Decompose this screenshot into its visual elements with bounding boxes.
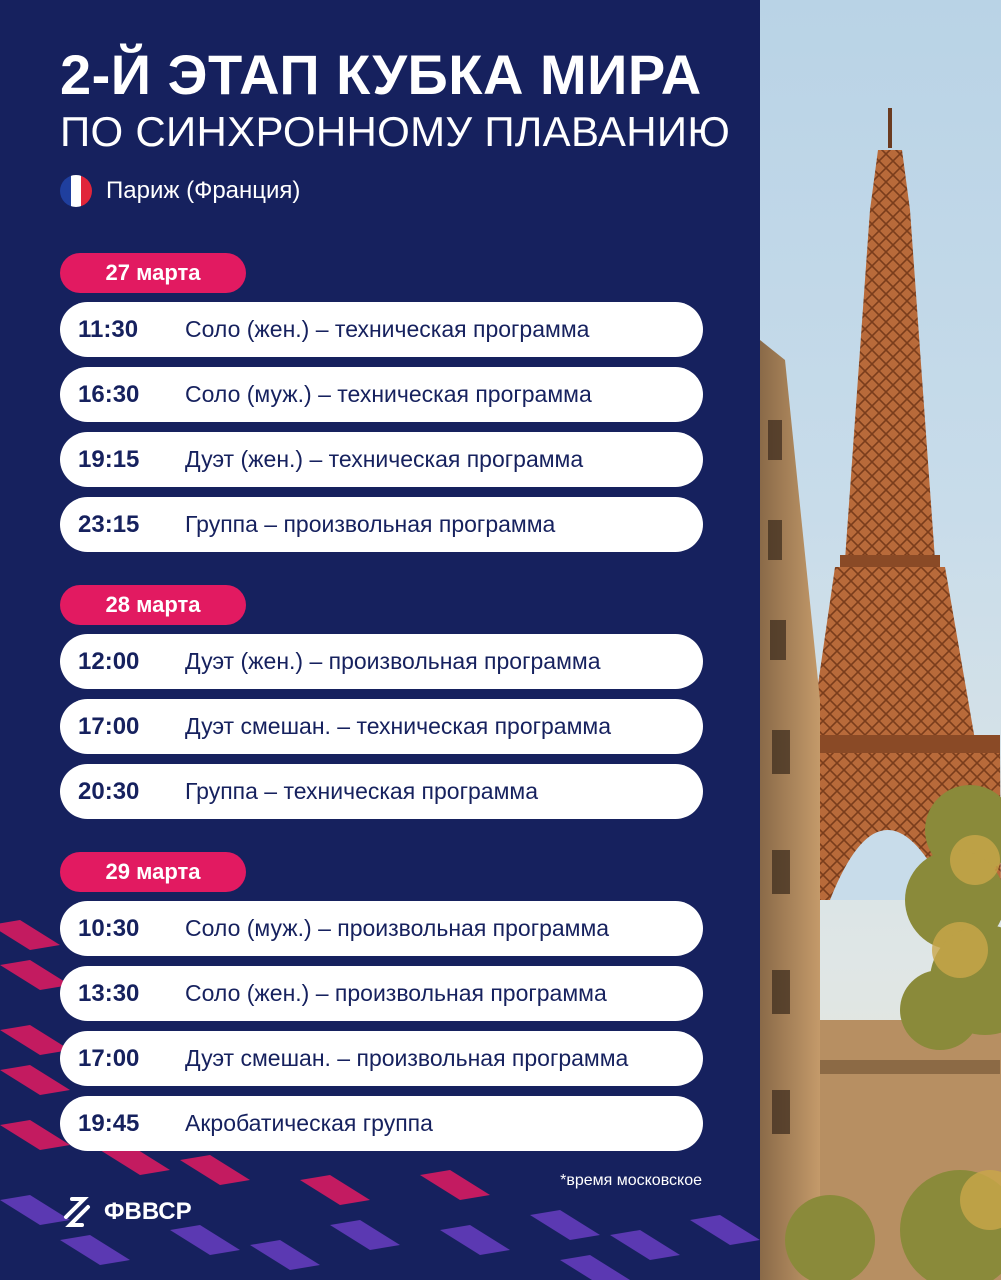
event-row: [60, 302, 703, 357]
event-row: [60, 764, 703, 819]
logo: [60, 1195, 192, 1229]
location: [60, 173, 300, 209]
location-text: Париж (Франция): [106, 177, 301, 204]
event-row: [60, 699, 703, 754]
event-row: [60, 367, 703, 422]
event-name: Акробатическая группа: [185, 1110, 433, 1136]
event-time: 19:15: [78, 445, 140, 473]
event-row: [60, 966, 703, 1021]
event-time: 12:00: [78, 647, 140, 675]
event-row: [60, 634, 703, 689]
event-row: [60, 432, 703, 487]
event-name: Дуэт (жен.) – произвольная программа: [185, 648, 601, 674]
event-time: 11:30: [78, 315, 139, 343]
fvvsr-logo-icon: [60, 1195, 94, 1229]
event-name: Дуэт (жен.) – техническая программа: [185, 446, 584, 472]
event-name: Соло (жен.) – произвольная программа: [185, 980, 607, 1006]
page-subtitle: ПО СИНХРОННОМУ ПЛАВАНИЮ: [60, 108, 731, 155]
event-time: 16:30: [78, 380, 140, 408]
day-label: 28 марта: [60, 585, 246, 625]
event-name: Соло (муж.) – техническая программа: [185, 381, 592, 407]
france-flag-icon: [60, 175, 92, 207]
page-title: 2-Й ЭТАП КУБКА МИРА: [60, 43, 702, 106]
event-time: 17:00: [78, 712, 140, 740]
eiffel-tower-illustration: [760, 0, 1001, 1280]
logo-text: ФВВСР: [104, 1198, 192, 1225]
footnote: *время московское: [560, 1172, 702, 1189]
event-row: [60, 901, 703, 956]
event-time: 23:15: [78, 510, 140, 538]
event-name: Дуэт смешан. – произвольная программа: [185, 1045, 629, 1071]
event-time: 10:30: [78, 914, 140, 942]
eiffel-tower-photo: [760, 0, 1001, 1280]
event-time: 13:30: [78, 979, 140, 1007]
event-name: Соло (жен.) – техническая программа: [185, 316, 590, 342]
event-name: Дуэт смешан. – техническая программа: [185, 713, 612, 739]
day-label: 27 марта: [60, 253, 246, 293]
day-label: 29 марта: [60, 852, 246, 892]
event-name: Группа – техническая программа: [185, 778, 538, 804]
event-time: 20:30: [78, 777, 140, 805]
event-name: Соло (муж.) – произвольная программа: [185, 915, 610, 941]
event-row: [60, 1096, 703, 1151]
event-name: Группа – произвольная программа: [185, 511, 556, 537]
event-row: [60, 1031, 703, 1086]
event-time: 17:00: [78, 1044, 140, 1072]
event-row: [60, 497, 703, 552]
event-time: 19:45: [78, 1109, 140, 1137]
